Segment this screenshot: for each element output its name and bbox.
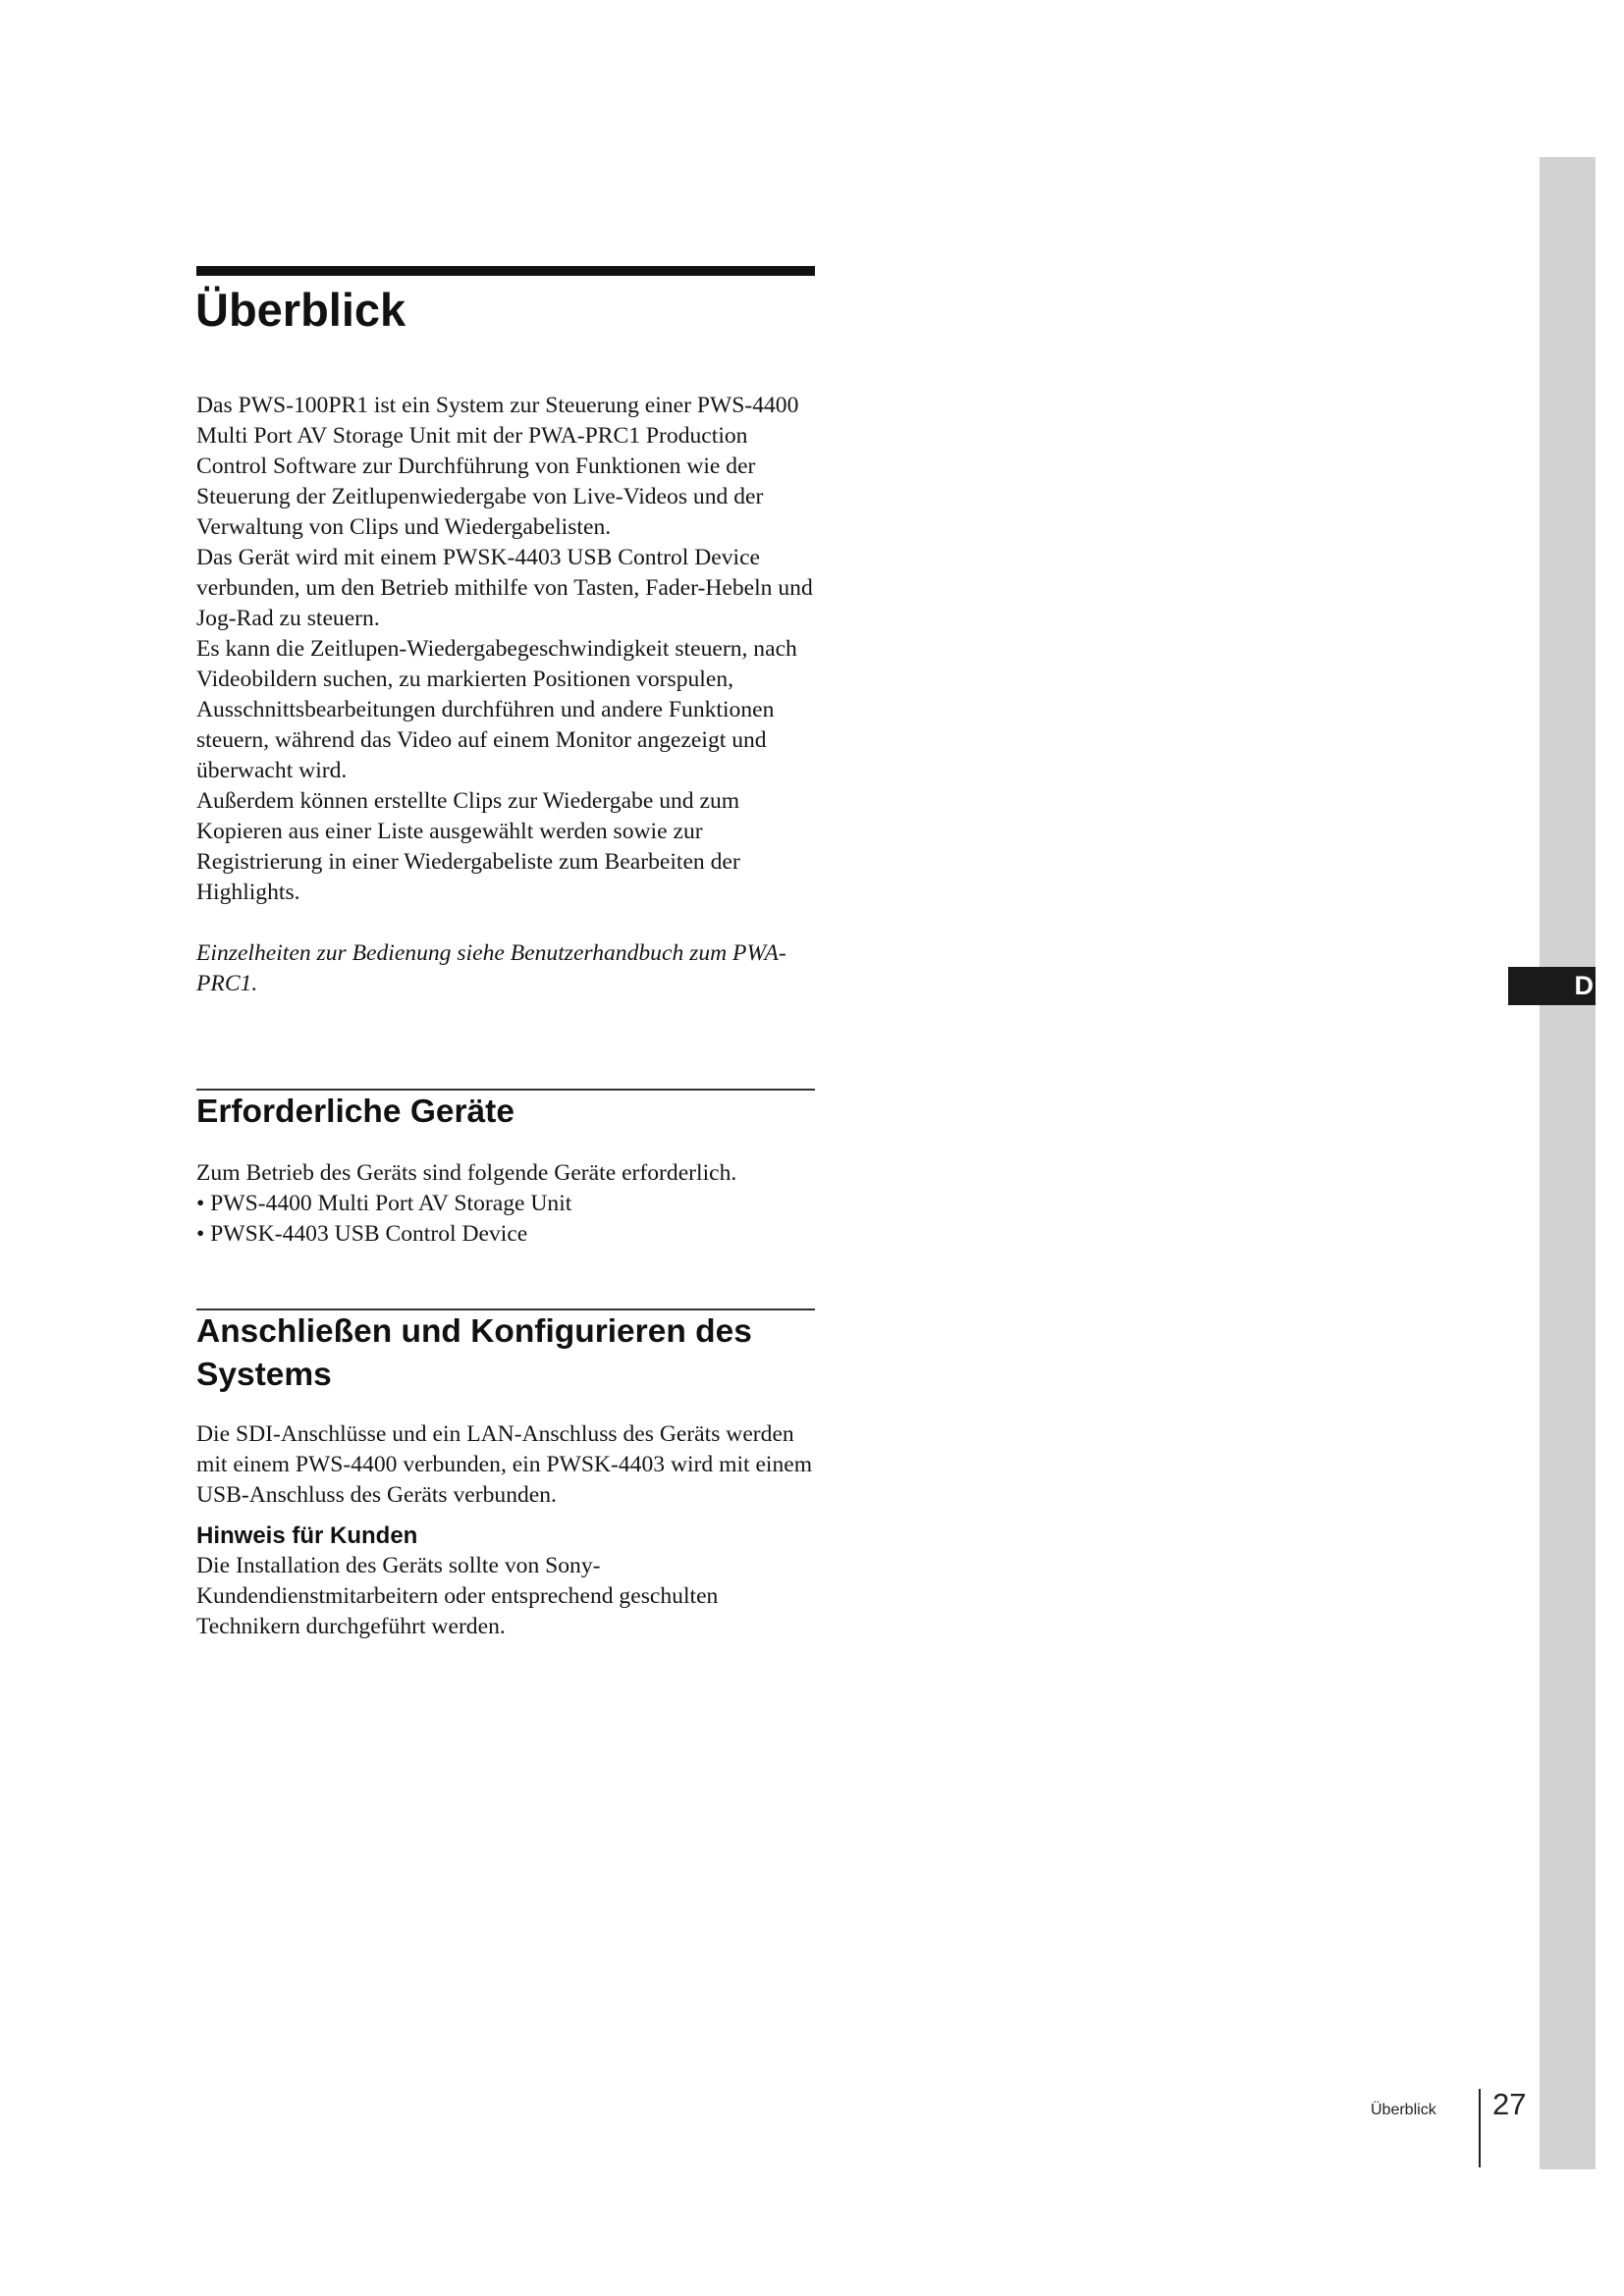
section-heading-connect: Anschließen und Konfigurieren des Systems bbox=[196, 1313, 752, 1393]
intro-paragraph: Es kann die Zeitlupen-Wiedergabegeschwindigkeit steuern, nach Videobildern suchen, zu markierten Positionen vorspulen, Ausschnittsbearbeitungen durchführen und andere Funktionen steuern, während das Video auf einem Monitor angezeigt und überwacht wird. bbox=[196, 636, 797, 783]
customer-note-heading: Hinweis für Kunden bbox=[196, 1522, 418, 1549]
footer-section-label: Überblick bbox=[1371, 2102, 1436, 2118]
title-bar bbox=[196, 266, 815, 276]
page-number: 27 bbox=[1492, 2087, 1527, 2121]
section-required-body bbox=[196, 1158, 821, 1250]
footer-divider bbox=[1479, 2089, 1481, 2167]
page-title: Überblick bbox=[195, 284, 406, 336]
section-tab-d bbox=[1508, 967, 1596, 1005]
list-item: • PWSK-4403 USB Control Device bbox=[196, 1219, 821, 1250]
intro-reference-note: Einzelheiten zur Bedienung siehe Benutzerhandbuch zum PWA-PRC1. bbox=[196, 940, 786, 996]
section-required-text: Zum Betrieb des Geräts sind folgende Geräte erforderlich. bbox=[196, 1160, 737, 1186]
section-heading-required: Erforderliche Geräte bbox=[196, 1094, 514, 1130]
list-item: • PWS-4400 Multi Port AV Storage Unit bbox=[196, 1189, 821, 1219]
section-connect-text: Die SDI-Anschlüsse und ein LAN-Anschluss des Geräts werden mit einem PWS-4400 verbunden, ein PWSK-4403 wird mit einem USB-Anschluss des Geräts verbunden. bbox=[196, 1421, 813, 1508]
required-devices-list bbox=[196, 1189, 821, 1250]
section-connect-body bbox=[196, 1419, 821, 1642]
intro-paragraph: Außerdem können erstellte Clips zur Wiedergabe und zum Kopieren aus einer Liste ausgewählt werden sowie zur Registrierung in einer Wiedergabeliste zum Bearbeiten der Highlights. bbox=[196, 788, 740, 905]
intro-paragraph: Das Gerät wird mit einem PWSK-4403 USB Control Device verbunden, um den Betrieb mithilfe von Tasten, Fader-Hebeln und Jog-Rad zu steuern. bbox=[196, 545, 813, 631]
customer-note-text: Die Installation des Geräts sollte von Sony-Kundendienstmitarbeitern oder entsprechend geschulten Technikern durchgeführt werden. bbox=[196, 1553, 719, 1639]
intro-body bbox=[196, 391, 821, 999]
side-index-strip bbox=[1540, 157, 1596, 2169]
intro-paragraph: Das PWS-100PR1 ist ein System zur Steuerung einer PWS-4400 Multi Port AV Storage Unit mit der PWA-PRC1 Production Control Software zur Durchführung von Funktionen wie der Steuerung der Zeitlupenwiedergabe von Live-Videos und der Verwaltung von Clips und Wiedergabelisten. bbox=[196, 393, 799, 540]
section-tab-letter: D bbox=[1574, 971, 1594, 1000]
